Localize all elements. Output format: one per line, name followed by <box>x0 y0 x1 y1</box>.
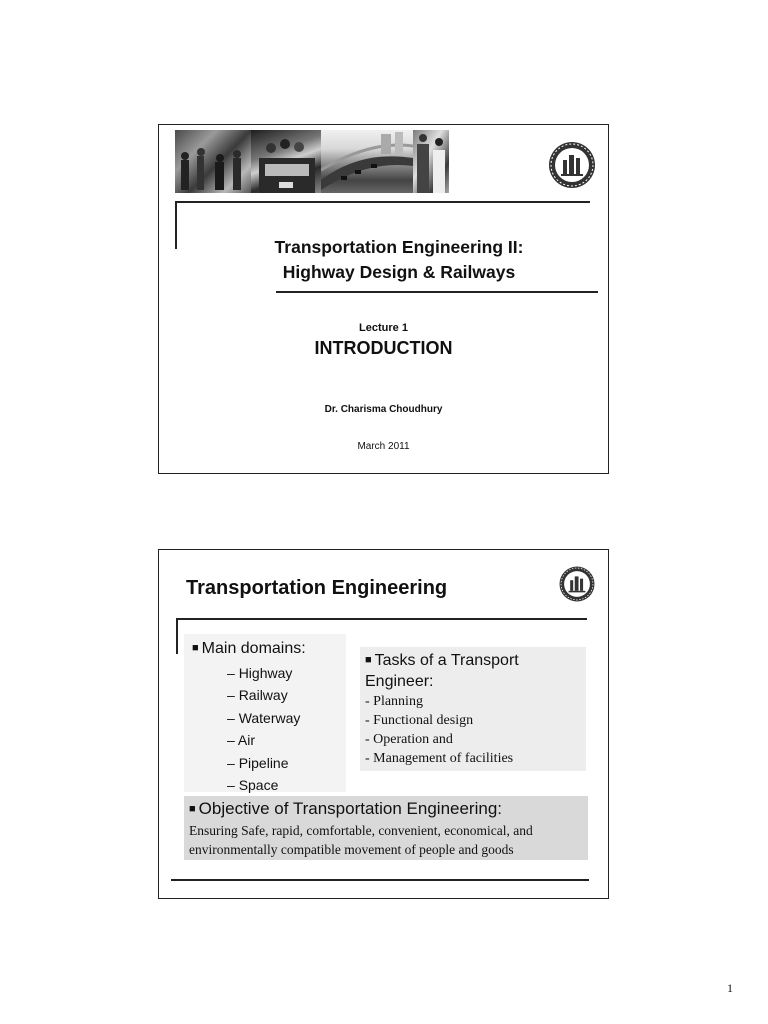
list-item: – Waterway <box>227 707 300 729</box>
university-seal-icon <box>558 565 596 603</box>
objective-text: Ensuring Safe, rapid, comfortable, convenient, economical, and environmentally compatible movement of people and goods <box>189 823 533 857</box>
list-item: - Functional design <box>365 711 513 730</box>
slide-2-title: Transportation Engineering <box>186 577 448 599</box>
university-seal-icon <box>547 140 597 190</box>
slide-2 <box>158 549 609 899</box>
tasks-panel <box>360 647 586 771</box>
square-bullet-icon: ■ <box>189 803 196 815</box>
title-bracket-top <box>176 618 587 620</box>
objective-panel <box>184 796 588 860</box>
tasks-heading: ■ Tasks of a Transport Engineer: <box>365 652 519 690</box>
slide-1 <box>158 124 609 474</box>
list-item: – Air <box>227 729 300 751</box>
railway-photo <box>413 130 449 193</box>
list-item: – Space <box>227 774 300 796</box>
header-photo-strip <box>175 130 449 193</box>
objective-heading: ■ Objective of Transportation Engineering: <box>189 799 502 818</box>
page-number: 1 <box>727 981 733 995</box>
list-item: - Planning <box>365 692 513 711</box>
list-item: – Pipeline <box>227 752 300 774</box>
domains-list <box>227 662 300 796</box>
main-domains-panel <box>184 634 346 792</box>
lecture-number: Lecture 1 <box>359 322 408 334</box>
tasks-list <box>365 692 513 768</box>
footer-rule <box>171 879 589 881</box>
flyover-traffic-photo <box>321 130 413 193</box>
title-line-1: Transportation Engineering II: <box>274 237 524 257</box>
title-line-2: Highway Design & Railways <box>282 262 516 282</box>
crowd-photo <box>175 130 251 193</box>
lecture-heading: INTRODUCTION <box>314 338 453 358</box>
list-item: - Operation and <box>365 730 513 749</box>
crowded-bus-photo <box>251 130 321 193</box>
square-bullet-icon: ■ <box>192 642 199 654</box>
list-item: - Management of facilities <box>365 749 513 768</box>
list-item: – Highway <box>227 662 300 684</box>
list-item: – Railway <box>227 684 300 706</box>
lecture-date: March 2011 <box>357 441 410 452</box>
slide-1-title <box>219 235 579 285</box>
author-name: Dr. Charisma Choudhury <box>324 404 443 415</box>
main-domains-heading: ■ Main domains: <box>192 640 306 657</box>
title-bracket-top <box>175 201 590 203</box>
title-bracket-left <box>176 618 178 654</box>
title-bracket-left <box>175 201 177 249</box>
title-underline <box>276 291 598 293</box>
square-bullet-icon: ■ <box>365 654 372 666</box>
